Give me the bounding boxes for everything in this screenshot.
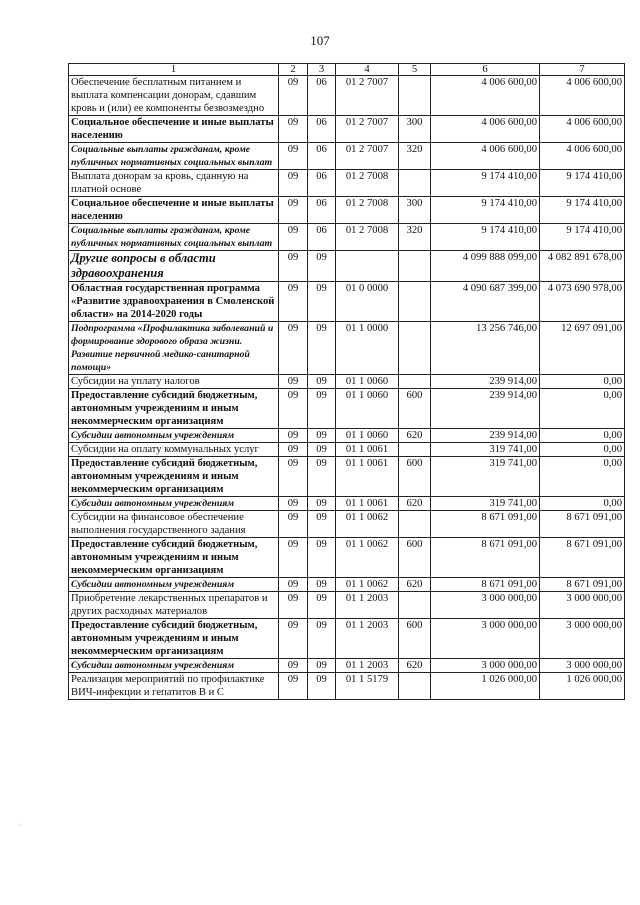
table-row [69, 375, 625, 389]
row-subsection: 09 [308, 322, 336, 375]
row-expense-type: 620 [399, 578, 431, 592]
table-row [69, 673, 625, 700]
row-name: Обеспечение бесплатным питанием и выплата компенсации донорам, сдавшим кровь и (или) ее компоненты безвозмездно [69, 76, 279, 116]
row-amount-2020: 9 174 410,00 [540, 170, 625, 197]
row-name: Социальное обеспечение и иные выплаты населению [69, 197, 279, 224]
row-name: Реализация мероприятий по профилактике ВИЧ-инфекции и гепатитов В и С [69, 673, 279, 700]
table-row [69, 282, 625, 322]
row-subsection: 06 [308, 197, 336, 224]
table-row [69, 116, 625, 143]
row-section: 09 [279, 389, 308, 429]
row-target-code: 01 2 7007 [336, 116, 399, 143]
table-row [69, 592, 625, 619]
row-target-code: 01 2 7008 [336, 224, 399, 251]
row-amount-2019: 9 174 410,00 [431, 170, 540, 197]
row-name: Социальное обеспечение и иные выплаты населению [69, 116, 279, 143]
table-row [69, 143, 625, 170]
row-expense-type: 300 [399, 197, 431, 224]
row-amount-2020: 3 000 000,00 [540, 659, 625, 673]
table-row [69, 76, 625, 116]
header-col-7: 7 [540, 64, 625, 76]
row-amount-2019: 8 671 091,00 [431, 511, 540, 538]
row-section: 09 [279, 143, 308, 170]
row-target-code [336, 251, 399, 282]
row-amount-2019: 8 671 091,00 [431, 538, 540, 578]
row-target-code: 01 1 0060 [336, 389, 399, 429]
row-subsection: 09 [308, 578, 336, 592]
table-header-row [69, 64, 625, 76]
table-row [69, 429, 625, 443]
row-target-code: 01 2 7008 [336, 197, 399, 224]
row-target-code: 01 0 0000 [336, 282, 399, 322]
row-name: Субсидии автономным учреждениям [69, 497, 279, 511]
page-number: 107 [310, 33, 330, 48]
row-name: Социальные выплаты гражданам, кроме публичных нормативных социальных выплат [69, 224, 279, 251]
row-section: 09 [279, 511, 308, 538]
row-section: 09 [279, 76, 308, 116]
row-target-code: 01 2 7007 [336, 143, 399, 170]
row-amount-2020: 3 000 000,00 [540, 592, 625, 619]
row-section: 09 [279, 673, 308, 700]
row-subsection: 09 [308, 429, 336, 443]
row-amount-2019: 319 741,00 [431, 497, 540, 511]
table-row [69, 322, 625, 375]
table-row [69, 578, 625, 592]
row-amount-2019: 3 000 000,00 [431, 592, 540, 619]
table-row [69, 659, 625, 673]
header-col-3: 3 [308, 64, 336, 76]
table-row [69, 538, 625, 578]
row-name: Субсидии автономным учреждениям [69, 659, 279, 673]
header-col-2: 2 [279, 64, 308, 76]
row-amount-2020: 4 073 690 978,00 [540, 282, 625, 322]
row-section: 09 [279, 592, 308, 619]
row-amount-2020: 0,00 [540, 429, 625, 443]
row-section: 09 [279, 538, 308, 578]
row-amount-2020: 9 174 410,00 [540, 224, 625, 251]
row-name: Областная государственная программа «Развитие здравоохранения в Смоленской области» на 2014-2020 годы [69, 282, 279, 322]
table-row [69, 389, 625, 429]
row-section: 09 [279, 375, 308, 389]
table-row [69, 619, 625, 659]
row-name: Приобретение лекарственных препаратов и других расходных материалов [69, 592, 279, 619]
row-target-code: 01 2 7008 [336, 170, 399, 197]
header-col-4: 4 [336, 64, 399, 76]
table-row [69, 197, 625, 224]
row-section: 09 [279, 282, 308, 322]
row-expense-type [399, 76, 431, 116]
row-amount-2019: 4 099 888 099,00 [431, 251, 540, 282]
row-name: Выплата донорам за кровь, сданную на платной основе [69, 170, 279, 197]
row-expense-type: 320 [399, 224, 431, 251]
row-subsection: 09 [308, 659, 336, 673]
row-section: 09 [279, 443, 308, 457]
row-section: 09 [279, 659, 308, 673]
row-expense-type [399, 511, 431, 538]
row-amount-2020: 0,00 [540, 497, 625, 511]
row-section: 09 [279, 224, 308, 251]
row-target-code: 01 1 2003 [336, 592, 399, 619]
row-section: 09 [279, 116, 308, 143]
row-amount-2020: 3 000 000,00 [540, 619, 625, 659]
row-amount-2019: 4 006 600,00 [431, 76, 540, 116]
row-subsection: 09 [308, 511, 336, 538]
row-amount-2019: 3 000 000,00 [431, 619, 540, 659]
row-target-code: 01 1 0060 [336, 375, 399, 389]
row-amount-2019: 4 006 600,00 [431, 143, 540, 170]
row-expense-type [399, 282, 431, 322]
row-amount-2020: 0,00 [540, 389, 625, 429]
row-amount-2020: 8 671 091,00 [540, 511, 625, 538]
row-expense-type: 620 [399, 429, 431, 443]
row-subsection: 06 [308, 143, 336, 170]
row-amount-2019: 9 174 410,00 [431, 224, 540, 251]
row-subsection: 09 [308, 538, 336, 578]
row-target-code: 01 1 0061 [336, 497, 399, 511]
row-subsection: 09 [308, 282, 336, 322]
row-subsection: 09 [308, 497, 336, 511]
row-target-code: 01 1 2003 [336, 659, 399, 673]
row-name: Подпрограмма «Профилактика заболеваний и формирование здорового образа жизни. Развитие первичной медико-санитарной помощи» [69, 322, 279, 375]
table-row [69, 224, 625, 251]
row-name: Субсидии на уплату налогов [69, 375, 279, 389]
row-target-code: 01 1 5179 [336, 673, 399, 700]
row-subsection: 06 [308, 170, 336, 197]
row-section: 09 [279, 429, 308, 443]
row-amount-2019: 319 741,00 [431, 443, 540, 457]
row-section: 09 [279, 170, 308, 197]
row-subsection: 09 [308, 619, 336, 659]
row-expense-type: 600 [399, 619, 431, 659]
row-name: Субсидии на финансовое обеспечение выполнения государственного задания [69, 511, 279, 538]
row-expense-type: 620 [399, 497, 431, 511]
table-row [69, 511, 625, 538]
row-amount-2019: 239 914,00 [431, 389, 540, 429]
row-expense-type [399, 251, 431, 282]
row-expense-type [399, 375, 431, 389]
row-name: Предоставление субсидий бюджетным, автономным учреждениям и иным некоммерческим организациям [69, 457, 279, 497]
row-target-code: 01 1 0062 [336, 538, 399, 578]
row-subsection: 06 [308, 76, 336, 116]
row-subsection: 09 [308, 443, 336, 457]
row-subsection: 09 [308, 592, 336, 619]
table-row [69, 457, 625, 497]
row-expense-type: 600 [399, 538, 431, 578]
row-name: Предоставление субсидий бюджетным, автономным учреждениям и иным некоммерческим организациям [69, 389, 279, 429]
row-name: Субсидии на оплату коммунальных услуг [69, 443, 279, 457]
row-amount-2019: 3 000 000,00 [431, 659, 540, 673]
row-target-code: 01 1 0061 [336, 443, 399, 457]
row-amount-2019: 239 914,00 [431, 429, 540, 443]
row-name: Предоставление субсидий бюджетным, автономным учреждениям и иным некоммерческим организациям [69, 619, 279, 659]
row-subsection: 09 [308, 673, 336, 700]
row-amount-2020: 0,00 [540, 457, 625, 497]
row-name: Социальные выплаты гражданам, кроме публичных нормативных социальных выплат [69, 143, 279, 170]
table-row [69, 443, 625, 457]
row-subsection: 06 [308, 224, 336, 251]
row-target-code: 01 1 0061 [336, 457, 399, 497]
row-amount-2019: 239 914,00 [431, 375, 540, 389]
row-section: 09 [279, 457, 308, 497]
row-amount-2019: 4 006 600,00 [431, 116, 540, 143]
row-expense-type [399, 592, 431, 619]
header-col-5: 5 [399, 64, 431, 76]
row-section: 09 [279, 578, 308, 592]
row-name: Субсидии автономным учреждениям [69, 429, 279, 443]
row-name: Другие вопросы в области здравоохранения [69, 251, 279, 282]
row-section: 09 [279, 251, 308, 282]
row-target-code: 01 1 0062 [336, 511, 399, 538]
row-expense-type: 300 [399, 116, 431, 143]
table-row [69, 170, 625, 197]
row-expense-type: 600 [399, 389, 431, 429]
row-subsection: 06 [308, 116, 336, 143]
row-expense-type: 620 [399, 659, 431, 673]
row-amount-2020: 8 671 091,00 [540, 538, 625, 578]
row-amount-2019: 9 174 410,00 [431, 197, 540, 224]
scan-mark: ' [20, 822, 22, 831]
row-amount-2019: 13 256 746,00 [431, 322, 540, 375]
row-amount-2019: 8 671 091,00 [431, 578, 540, 592]
row-target-code: 01 1 0060 [336, 429, 399, 443]
row-amount-2020: 4 006 600,00 [540, 143, 625, 170]
row-amount-2020: 0,00 [540, 443, 625, 457]
table-row [69, 497, 625, 511]
row-name: Предоставление субсидий бюджетным, автономным учреждениям и иным некоммерческим организациям [69, 538, 279, 578]
row-expense-type [399, 170, 431, 197]
row-amount-2020: 4 082 891 678,00 [540, 251, 625, 282]
row-amount-2020: 12 697 091,00 [540, 322, 625, 375]
row-expense-type [399, 673, 431, 700]
row-expense-type [399, 443, 431, 457]
row-amount-2020: 4 006 600,00 [540, 116, 625, 143]
row-name: Субсидии автономным учреждениям [69, 578, 279, 592]
header-col-1: 1 [69, 64, 279, 76]
row-amount-2020: 4 006 600,00 [540, 76, 625, 116]
row-amount-2020: 0,00 [540, 375, 625, 389]
row-target-code: 01 1 0000 [336, 322, 399, 375]
table-row [69, 251, 625, 282]
row-amount-2019: 319 741,00 [431, 457, 540, 497]
row-amount-2020: 1 026 000,00 [540, 673, 625, 700]
row-target-code: 01 1 0062 [336, 578, 399, 592]
row-section: 09 [279, 322, 308, 375]
row-section: 09 [279, 619, 308, 659]
header-col-6: 6 [431, 64, 540, 76]
row-amount-2020: 9 174 410,00 [540, 197, 625, 224]
row-expense-type [399, 322, 431, 375]
row-subsection: 09 [308, 389, 336, 429]
row-target-code: 01 1 2003 [336, 619, 399, 659]
row-subsection: 09 [308, 251, 336, 282]
row-amount-2020: 8 671 091,00 [540, 578, 625, 592]
budget-table [68, 63, 625, 700]
row-section: 09 [279, 497, 308, 511]
row-subsection: 09 [308, 375, 336, 389]
row-subsection: 09 [308, 457, 336, 497]
row-target-code: 01 2 7007 [336, 76, 399, 116]
row-amount-2019: 1 026 000,00 [431, 673, 540, 700]
row-section: 09 [279, 197, 308, 224]
row-expense-type: 320 [399, 143, 431, 170]
row-expense-type: 600 [399, 457, 431, 497]
row-amount-2019: 4 090 687 399,00 [431, 282, 540, 322]
